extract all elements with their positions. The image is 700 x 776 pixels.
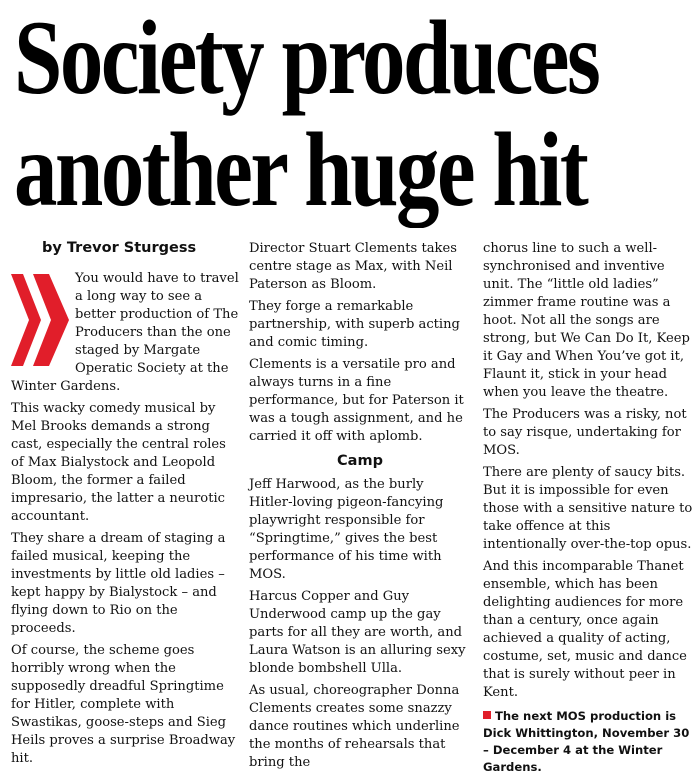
paragraph: The Producers was a risky, not to say risque, undertaking for MOS.	[483, 407, 687, 458]
red-double-chevron-icon	[11, 274, 69, 366]
red-square-bullet-icon	[483, 711, 491, 719]
paragraph: They share a dream of staging a failed musical, keeping the investments by little old ladies – kept happy by Bialystock – and flying down to Rio on the proceeds.	[11, 531, 226, 636]
paragraph: As usual, choreographer Donna Clements creates some snazzy dance routines which underline the months of rehearsals that bring the	[249, 683, 460, 770]
byline: by Trevor Sturgess	[42, 240, 197, 256]
headline-line-1: Society produces	[14, 0, 599, 116]
article-column-2	[249, 240, 471, 776]
paragraph: Harcus Copper and Guy Underwood camp up the gay parts for all they are worth, and Laura Watson is an alluring sexy blonde bombshell Ulla.	[249, 589, 466, 676]
paragraph: This wacky comedy musical by Mel Brooks demands a strong cast, especially the central roles of Max Bialystock and Leopold Bloom, the former a failed impresario, the latter a neurotic accountant.	[11, 401, 226, 524]
lead-paragraph: You would have to travel a long way to see a better production of The Producers than the one staged by Margate Operatic Society at the Winter Gardens.	[11, 271, 239, 394]
production-note	[483, 708, 694, 776]
production-note-text: The next MOS production is Dick Whittington, November 30 – December 4 at the Winter Gardens.	[483, 709, 690, 774]
paragraph: Director Stuart Clements takes centre stage as Max, with Neil Paterson as Bloom.	[249, 241, 457, 292]
article-column-3	[483, 240, 694, 776]
paragraph: Clements is a versatile pro and always turns in a fine performance, but for Paterson it was a tough assignment, and he carried it off with aplomb.	[249, 357, 464, 444]
subheading: Camp	[337, 453, 383, 469]
paragraph: Jeff Harwood, as the burly Hitler-loving pigeon-fancying playwright responsible for “Springtime,” gives the best performance of his time with MOS.	[249, 477, 444, 582]
headline-line-2: another huge hit	[14, 111, 587, 228]
paragraph: And this incomparable Thanet ensemble, which has been delighting audiences for more than a century, once again achieved a quality of acting, costume, set, music and dance that is surely without peer in Kent.	[483, 559, 687, 700]
paragraph: chorus line to such a well-synchronised and inventive unit. The “little old ladies” zimmer frame routine was a hoot. Not all the songs are strong, but We Can Do It, Keep it Gay and When You’ve got it, Flaunt it, stick in your head when you leave the theatre.	[483, 241, 690, 400]
headline	[14, 0, 599, 228]
paragraph: They forge a remarkable partnership, with superb acting and comic timing.	[249, 299, 460, 350]
article-column-1	[11, 270, 239, 772]
paragraph: There are plenty of saucy bits. But it is impossible for even those with a sensitive nature to take offence at this intentionally over-the-top opus.	[483, 465, 693, 552]
paragraph: Of course, the scheme goes horribly wrong when the supposedly dreadful Springtime for Hitler, complete with Swastikas, goose-steps and Sieg Heils proves a surprise Broadway hit.	[11, 643, 236, 766]
